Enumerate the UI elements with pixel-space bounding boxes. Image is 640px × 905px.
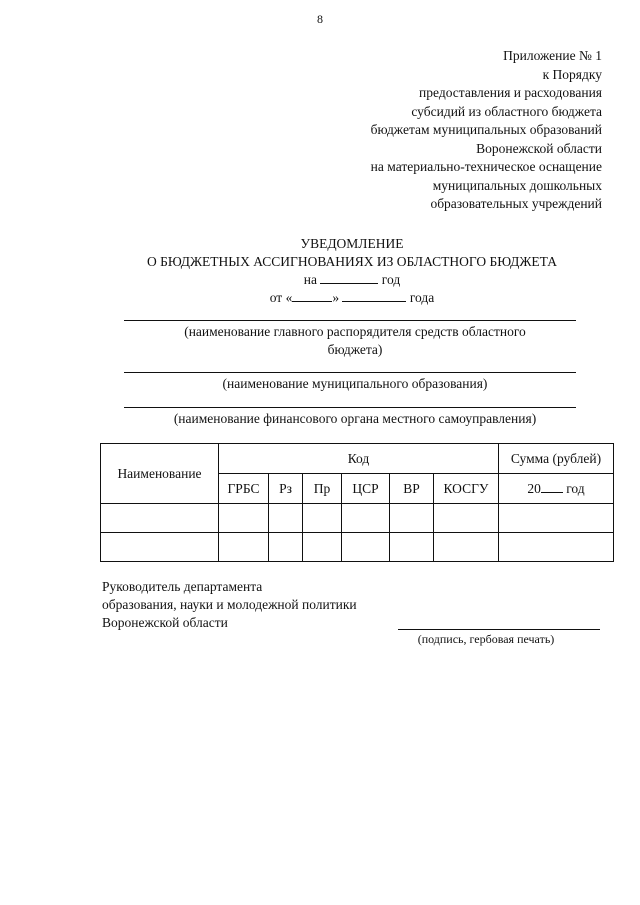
title-line-1: УВЕДОМЛЕНИЕ (300, 236, 404, 251)
date-suffix: года (409, 290, 435, 305)
table-cell[interactable] (390, 533, 434, 562)
code-column-kosgu: КОСГУ (434, 474, 499, 504)
sum-year-header (499, 474, 614, 504)
code-column-vr: ВР (390, 474, 434, 504)
recipient-caption-line-1: (наименование главного распорядителя средств областного (184, 324, 526, 339)
table-cell[interactable] (390, 504, 434, 533)
municipality-name-line[interactable] (124, 372, 576, 373)
budget-table (100, 443, 614, 562)
fiscal-year-line (0, 271, 640, 289)
code-column-grbs: ГРБС (219, 474, 269, 504)
finance-body-name-line[interactable] (124, 407, 576, 408)
municipality-caption: (наименование муниципального образования) (222, 376, 488, 391)
signatory-line: образования, науки и молодежной политики (102, 597, 357, 612)
sum-header: Сумма (рублей) (499, 444, 614, 474)
table-cell[interactable] (101, 504, 219, 533)
appendix-line: Приложение № 1 (503, 48, 602, 63)
table-cell[interactable] (499, 504, 614, 533)
title-line-2: О БЮДЖЕТНЫХ АССИГНОВАНИЯХ ИЗ ОБЛАСТНОГО БЮДЖЕТА (147, 254, 557, 269)
day-blank[interactable] (292, 289, 332, 302)
table-cell[interactable] (342, 504, 390, 533)
table-cell[interactable] (434, 504, 499, 533)
recipient-name-line[interactable] (124, 320, 576, 321)
document-title (0, 235, 640, 307)
appendix-heading (371, 47, 602, 214)
appendix-line: субсидий из областного бюджета (411, 103, 602, 119)
table-row (101, 504, 614, 533)
name-header: Наименование (101, 444, 219, 504)
year-prefix: на (303, 272, 318, 287)
appendix-line: образовательных учреждений (430, 196, 602, 211)
table-cell[interactable] (101, 533, 219, 562)
signatory-block (102, 578, 357, 632)
date-prefix: от « (269, 290, 293, 305)
recipient-caption-line-2: бюджета) (327, 342, 383, 357)
sum-year-suffix: год (566, 481, 585, 496)
date-mid: » (332, 290, 340, 305)
table-cell[interactable] (303, 533, 342, 562)
appendix-line: бюджетам муниципальных образований (370, 122, 602, 137)
finance-body-caption: (наименование финансового органа местного самоуправления) (173, 411, 537, 426)
signature-line[interactable] (398, 629, 600, 630)
table-cell[interactable] (342, 533, 390, 562)
year-blank[interactable] (320, 271, 378, 284)
date-line (0, 289, 640, 307)
table-cell[interactable] (303, 504, 342, 533)
signature-caption: (подпись, гербовая печать) (417, 632, 555, 646)
appendix-line: муниципальных дошкольных (432, 177, 602, 193)
table-cell[interactable] (269, 533, 303, 562)
appendix-line: к Порядку (542, 66, 602, 82)
appendix-line: предоставления и расходования (419, 85, 602, 100)
sum-year-blank[interactable] (541, 480, 563, 493)
signatory-line: Воронежской области (102, 615, 228, 630)
month-blank[interactable] (342, 289, 406, 302)
signatory-line: Руководитель департамента (102, 579, 263, 594)
year-suffix: год (381, 272, 401, 287)
code-column-pr: Пр (303, 474, 342, 504)
code-header: Код (219, 444, 499, 474)
recipient-caption (100, 323, 610, 359)
table-cell[interactable] (499, 533, 614, 562)
code-column-rz: Рз (269, 474, 303, 504)
table-header-row (101, 444, 614, 474)
page-number: 8 (317, 12, 323, 26)
table-cell[interactable] (219, 533, 269, 562)
code-column-csr: ЦСР (342, 474, 390, 504)
table-cell[interactable] (219, 504, 269, 533)
table-cell[interactable] (434, 533, 499, 562)
table-row (101, 533, 614, 562)
table-cell[interactable] (269, 504, 303, 533)
sum-year-prefix: 20 (527, 481, 541, 496)
appendix-line: на материально-техническое оснащение (370, 159, 602, 174)
appendix-line: Воронежской области (476, 140, 602, 156)
